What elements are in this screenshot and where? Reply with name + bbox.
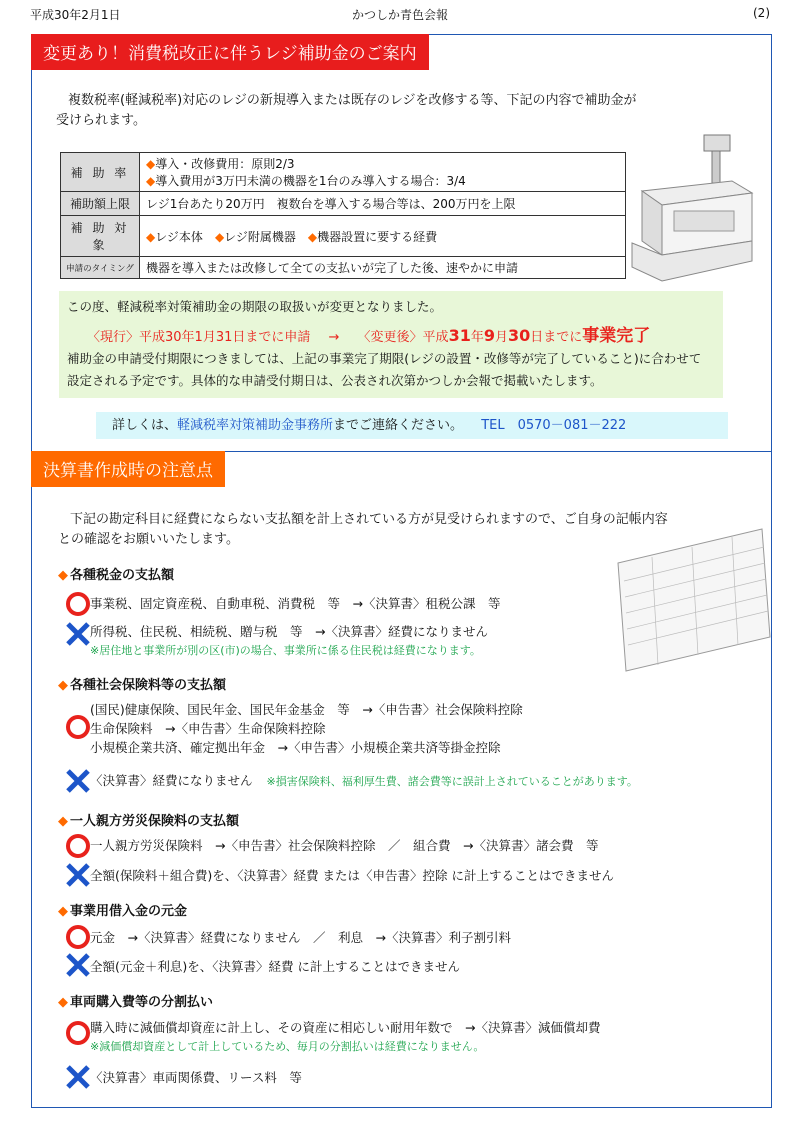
row-label: 申請のタイミング <box>61 257 140 279</box>
category-loan-principal: ◆ 事業用借入金の元金 <box>58 904 188 919</box>
newsletter-title: かつしか青色会報 <box>351 8 448 22</box>
tax-form-illustration <box>612 525 772 675</box>
cross-ng-icon <box>65 862 91 888</box>
row-label: 補助額上限 <box>61 192 140 216</box>
row-label: 補 助 率 <box>61 153 140 192</box>
note-text: ※損害保険料、福利厚生費、諸会費等に誤計上されていることがあります。 <box>266 775 638 788</box>
cash-register-illustration <box>612 131 762 291</box>
category-taxes: ◆ 各種税金の支払額 <box>58 568 175 583</box>
note-text: ※減価償却資産として計上しているため、毎月の分割払いは経費になりません。 <box>90 1040 485 1053</box>
subsidy-section-title: 変更あり！消費税改正に伴うレジ補助金のご案内 <box>31 34 429 70</box>
issue-date: 平成30年2月1日 <box>30 8 121 22</box>
table-row: 申請のタイミング 機器を導入または改修して全ての支払いが完了した後、速やかに申請 <box>61 257 626 279</box>
note-text: ※居住地と事業所が別の区(市)の場合、事業所に係る住民税は経費になります。 <box>90 644 481 657</box>
circle-ok-icon <box>65 924 91 950</box>
table-row: 補 助 率 ◆導入・改修費用：原則2/3 ◆導入費用が3万円未満の機器を1台のみ導入する場合：3/4 <box>61 153 626 192</box>
circle-ok-icon <box>65 591 91 617</box>
subsidy-table <box>60 152 626 279</box>
circle-ok-icon <box>65 714 91 740</box>
page-number: (2) <box>753 6 770 20</box>
cross-ng-icon <box>65 952 91 978</box>
circle-ok-icon <box>65 833 91 859</box>
tax-return-section: 決算書作成時の注意点 下記の勘定科目に経費にならない支払額を計上されている方が見受けられますので、ご自身の記帳内容 との確認をお願いいたします。 ◆ 各種税金の支払額 事業税、固定資産税、自動車税、消費税 等 →〈決算書〉租税公課 等 所得税、住民税、相続税、贈与税 等 →〈決算書〉経費になりません ※居住地と事業所が別の区(市)の場合、事業所に係る住民税は経費になります。 ◆ 各種社会保険料等の支払額 (国民)健康保険、国民年金、国民年金基金 等 →〈申告書〉社会保険料控除 生命保険料 →〈申告書〉生命保険料控除 小規模企業共済、確定拠出年金 →〈申告書〉小規模企業共済等掛金控除 〈決算書〉経費になりません ※損害保険料、福利厚生費、諸会費等に誤計上されていることがあります。 ◆ 一人親方労災保険料の支払額 一人親方労災保険料 →〈申告書〉社会保険料控除 ／ 組合費 →〈決算書〉諸会費 等 全額(保険料＋組合費)を、〈決算書〉経費 または〈申告書〉控除 に計上することはできません ◆ 事業用借入金の元金 元金 →〈決算書〉経費になりません ／ 利息 →〈決算書〉利子割引料 全額(元金＋利息)を、〈決算書〉経費 に計上することはできません ◆ 車両購入費等の分割払い 購入時に減価償却資産に計上し、その資産に相応しい耐用年数で →〈決算書〉減価償却費 ※減価償却資産として計上しているため、毎月の分割払いは経費になりません。 〈決算書〉車両関係費、リース料 等 <box>31 451 772 1108</box>
category-vehicle-installments: ◆ 車両購入費等の分割払い <box>58 995 214 1010</box>
contact-box: 詳しくは、軽減税率対策補助金事務所までご連絡ください。 TEL 0570－081－222 <box>96 412 728 439</box>
category-labor-insurance: ◆ 一人親方労災保険料の支払額 <box>58 814 240 829</box>
cross-ng-icon <box>65 1064 91 1090</box>
circle-ok-icon <box>65 1020 91 1046</box>
category-social-insurance: ◆ 各種社会保険料等の支払額 <box>58 678 227 693</box>
cross-ng-icon <box>65 768 91 794</box>
subsidy-intro: 複数税率(軽減税率)対応のレジの新規導入または既存のレジを改修する等、下記の内容で補助金が 受けられます。 <box>56 93 637 128</box>
deadline-change: 〈現行〉平成30年1月31日までに申請 → 〈変更後〉平成31年9月30日までに事業完了 <box>87 326 651 346</box>
office-name: 軽減税率対策補助金事務所 <box>177 418 334 433</box>
table-row: 補助額上限 レジ1台あたり20万円 複数台を導入する場合等は、200万円を上限 <box>61 192 626 216</box>
row-label: 補 助 対 象 <box>61 216 140 257</box>
cross-ng-icon <box>65 621 91 647</box>
page-header <box>30 6 770 26</box>
deadline-notice: この度、軽減税率対策補助金の期限の取扱いが変更となりました。 〈現行〉平成30年1月31日までに申請 → 〈変更後〉平成31年9月30日までに事業完了 補助金の申請受付期限につきましては、上記の事業完了期限(レジの設置・改修等が完了していること)に合わせて 設定される予定です。具体的な申請受付期日は、公表され次第かつしか会報で掲載いたします。 <box>59 291 723 398</box>
tax-return-intro: 下記の勘定科目に経費にならない支払額を計上されている方が見受けられますので、ご自身の記帳内容 との確認をお願いいたします。 <box>58 512 668 547</box>
table-row: 補 助 対 象 ◆レジ本体 ◆レジ附属機器 ◆機器設置に要する経費 <box>61 216 626 257</box>
tax-return-section-title: 決算書作成時の注意点 <box>31 451 225 487</box>
subsidy-section <box>31 34 772 452</box>
contact-tel: TEL 0570－081－222 <box>481 418 627 433</box>
